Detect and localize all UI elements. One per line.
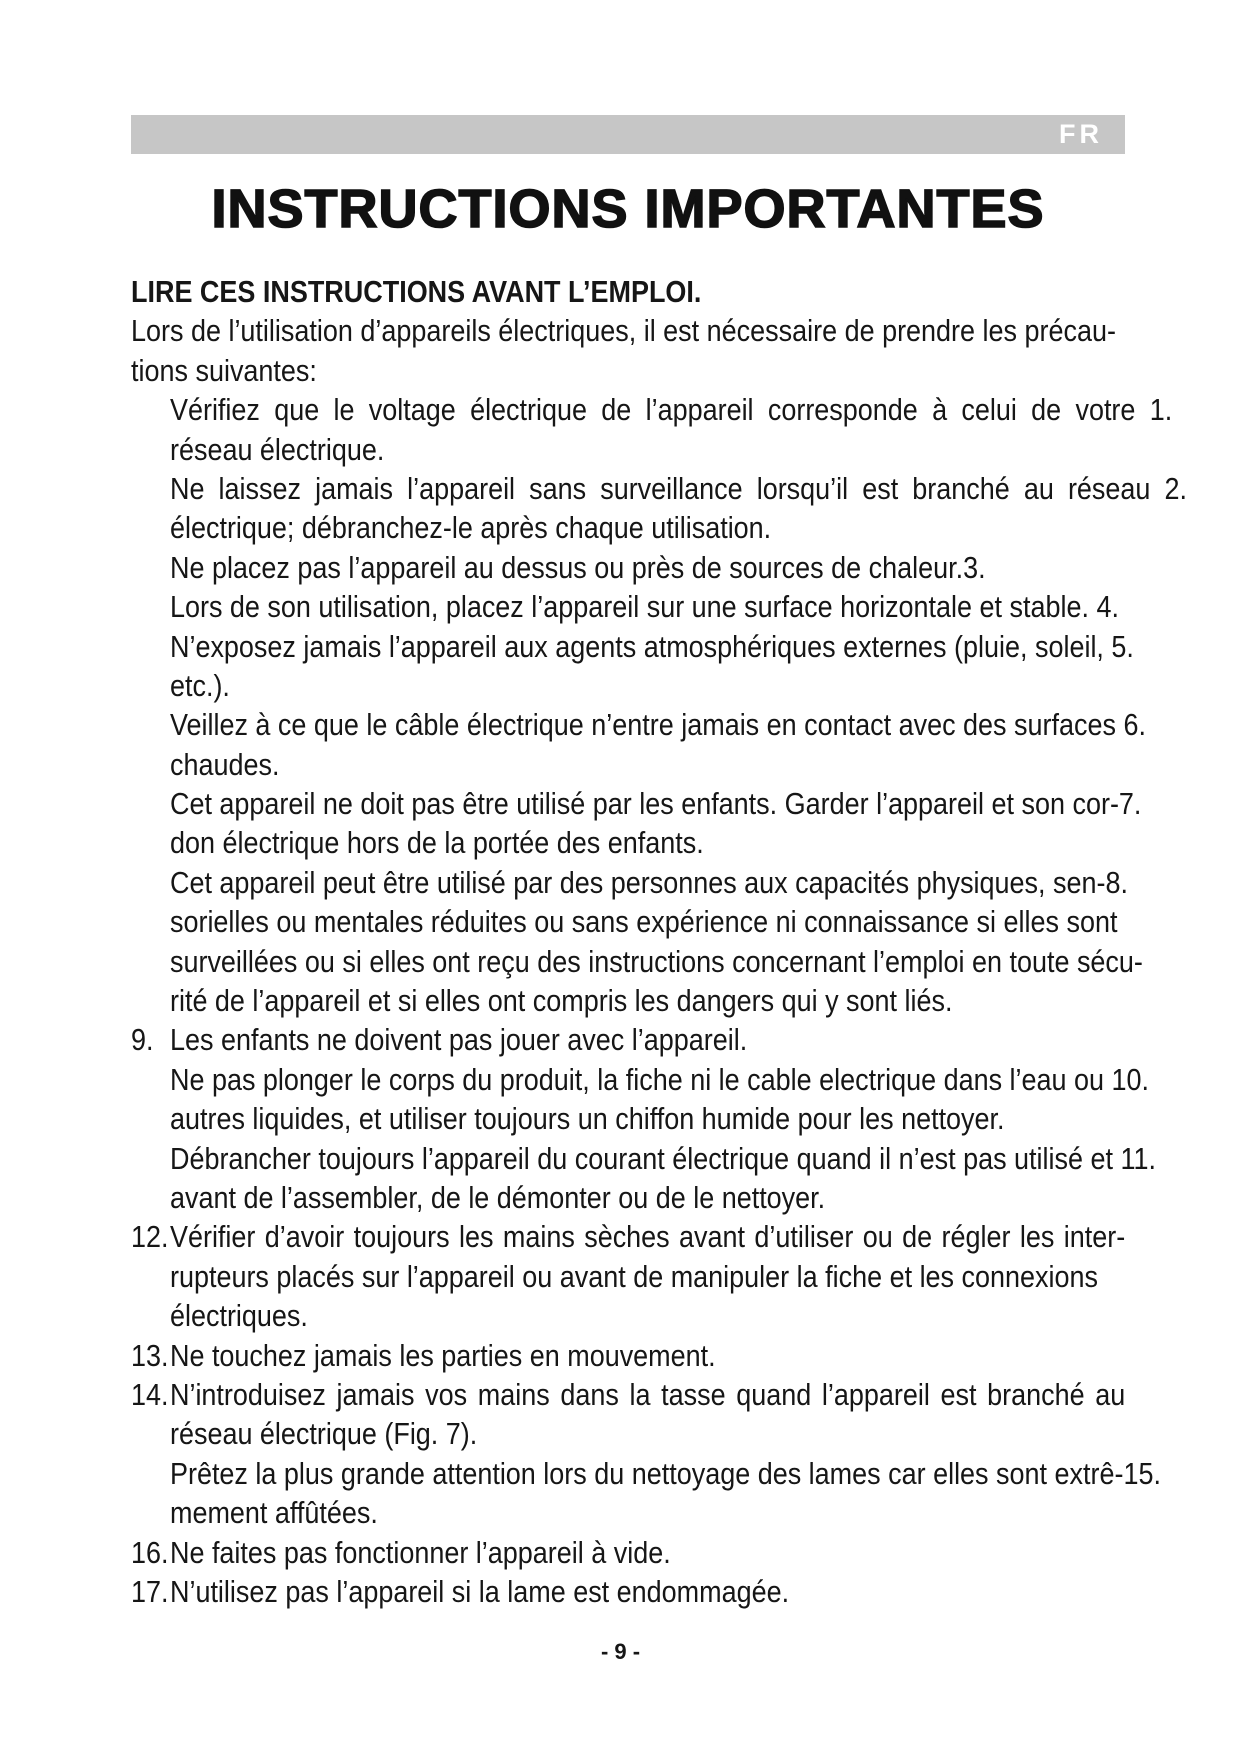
instruction-line: Prêtez la plus grande attention lors du nettoyage des lames car elles sont extrê-15. <box>169 1455 1161 1491</box>
instruction-line: Ne pas plonger le corps du produit, la fiche ni le cable electrique dans l’eau ou 10. <box>169 1061 1150 1097</box>
page-title: INSTRUCTIONS IMPORTANTES <box>211 179 1045 239</box>
instruction-item <box>131 548 1230 587</box>
instruction-item <box>131 1375 1230 1454</box>
item-number: 13. <box>131 1337 169 1373</box>
instruction-line: Lors de son utilisation, placez l’appareil sur une surface horizontale et stable. 4. <box>169 589 1119 625</box>
instruction-line: autres liquides, et utiliser toujours un chiffon humide pour les nettoyer. <box>169 1101 1005 1137</box>
instruction-line: Ne laissez jamais l’appareil sans surveillance lorsqu’il est branché au réseau 2. <box>169 470 1188 506</box>
language-code: FR <box>1059 119 1103 149</box>
instructions-text <box>131 272 1230 1611</box>
instruction-line: sorielles ou mentales réduites ou sans expérience ni connaissance si elles sont <box>169 904 1118 940</box>
instruction-line: rupteurs placés sur l’appareil ou avant de manipuler la fiche et les connexions <box>169 1258 1098 1294</box>
instruction-line: N’introduisez jamais vos mains dans la tasse quand l’appareil est branché au <box>169 1376 1126 1412</box>
instruction-line: N’exposez jamais l’appareil aux agents atmosphériques externes (pluie, soleil, 5. <box>169 628 1134 664</box>
instruction-line: Vérifiez que le voltage électrique de l’appareil corresponde à celui de votre 1. <box>169 392 1173 428</box>
instruction-line: réseau électrique (Fig. 7). <box>169 1416 478 1452</box>
item-number: 14. <box>131 1376 169 1412</box>
instruction-item <box>131 1572 1230 1611</box>
item-number: 12. <box>131 1219 169 1255</box>
item-number: 9. <box>131 1022 154 1058</box>
language-bar <box>131 115 1125 154</box>
instruction-line: don électrique hors de la portée des enfants. <box>169 825 704 861</box>
instruction-line: mement affûtées. <box>169 1495 378 1531</box>
item-number: 16. <box>131 1534 169 1570</box>
instruction-item <box>131 587 1230 626</box>
instruction-line: Ne placez pas l’appareil au dessus ou près de sources de chaleur.3. <box>169 549 986 585</box>
instruction-item <box>131 1454 1230 1533</box>
instruction-line: électrique; débranchez-le après chaque utilisation. <box>169 510 772 546</box>
instruction-line: Les enfants ne doivent pas jouer avec l’appareil. <box>169 1022 748 1058</box>
instruction-line: Cet appareil peut être utilisé par des personnes aux capacités physiques, sen-8. <box>169 864 1128 900</box>
instruction-line: N’utilisez pas l’appareil si la lame est endommagée. <box>169 1573 790 1609</box>
instruction-item <box>131 1060 1230 1139</box>
instruction-line: etc.). <box>169 667 230 703</box>
instructions-body <box>131 272 1230 1611</box>
instruction-item <box>131 469 1230 548</box>
instruction-line: Veillez à ce que le câble électrique n’entre jamais en contact avec des surfaces 6. <box>169 707 1146 743</box>
instruction-item <box>131 863 1230 1021</box>
section-subheading: LIRE CES INSTRUCTIONS AVANT L’EMPLOI. <box>131 274 702 309</box>
instruction-line: avant de l’assembler, de le démonter ou de le nettoyer. <box>169 1179 826 1215</box>
instruction-item <box>131 627 1230 706</box>
item-number: 17. <box>131 1573 169 1609</box>
instruction-item <box>131 390 1230 469</box>
instruction-item <box>131 1217 1230 1335</box>
instruction-line: réseau électrique. <box>169 431 385 467</box>
instruction-item <box>131 1336 1230 1375</box>
instruction-line: rité de l’appareil et si elles ont compris les dangers qui y sont liés. <box>169 983 953 1019</box>
instruction-line: électriques. <box>169 1298 308 1334</box>
instruction-line: surveillées ou si elles ont reçu des instructions concernant l’emploi en toute sécu- <box>169 943 1143 979</box>
intro-paragraph <box>131 311 1230 390</box>
instruction-item <box>131 1533 1230 1572</box>
instruction-item <box>131 1020 1230 1059</box>
instruction-line: Ne faites pas fonctionner l’appareil à vide. <box>169 1534 671 1570</box>
page-number: - 9 - <box>600 1639 641 1664</box>
instruction-line: Ne touchez jamais les parties en mouvement. <box>169 1337 716 1373</box>
intro-line: Lors de l’utilisation d’appareils électriques, il est nécessaire de prendre les précau- <box>131 313 1116 349</box>
instruction-line: Vérifier d’avoir toujours les mains sèches avant d’utiliser ou de régler les inter- <box>169 1219 1126 1255</box>
instruction-line: Cet appareil ne doit pas être utilisé par les enfants. Garder l’appareil et son cor-7. <box>169 786 1142 822</box>
instruction-line: Débrancher toujours l’appareil du courant électrique quand il n’est pas utilisé et 11. <box>169 1140 1156 1176</box>
instruction-item <box>131 705 1230 784</box>
intro-line: tions suivantes: <box>131 352 317 388</box>
instruction-item <box>131 1139 1230 1218</box>
instruction-line: chaudes. <box>169 746 280 782</box>
instruction-item <box>131 784 1230 863</box>
